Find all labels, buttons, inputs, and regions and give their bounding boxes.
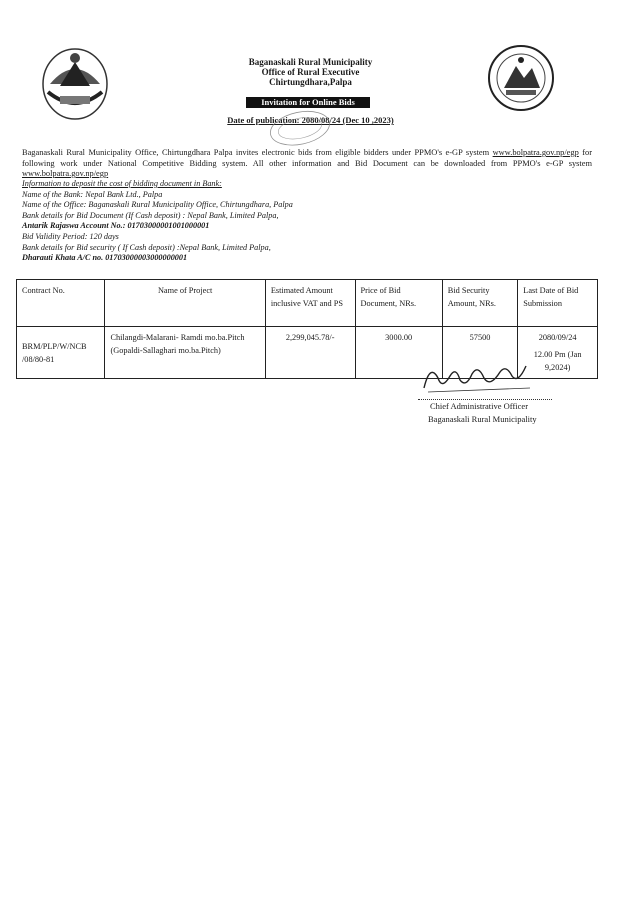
signature-icon: [420, 358, 540, 403]
org-name: Baganaskali Rural Municipality: [248, 57, 373, 67]
invitation-paragraph: [22, 148, 592, 180]
col-doc-price: Price of Bid Document, NRs.: [355, 280, 442, 327]
bid-validity: Bid Validity Period: 120 days: [22, 231, 119, 241]
notice-title: Invitation for Online Bids: [246, 97, 370, 108]
dharauti-account: Dharauti Khata A/C no. 01703000003000000001: [22, 253, 188, 263]
bank-info-block: [22, 179, 293, 264]
last-date-time: 12.00 Pm (Jan 9,2024): [533, 350, 582, 372]
bank-info-heading: Information to deposit the cost of bidding document in Bank:: [22, 179, 222, 188]
cell-contract-no: BRM/PLP/W/NCB /08/80-81: [17, 327, 105, 379]
col-security: Bid Security Amount, NRs.: [442, 280, 517, 327]
office-name: Office of Rural Executive: [261, 67, 360, 77]
bank-details-security: Bank details for Bid security ( If Cash deposit) :Nepal Bank, Limited Palpa,: [22, 242, 271, 252]
para-text-1: Baganaskali Rural Municipality Office, Chirtungdhara Palpa invites electronic bids from eligible bidders under PPMO's e-GP system: [22, 148, 493, 157]
cell-project: Chilangdi-Malarani- Ramdi mo.ba.Pitch (Gopaldi-Sallaghari mo.ba.Pitch): [105, 327, 265, 379]
signatory-org: Baganaskali Rural Municipality: [428, 414, 537, 424]
para-text-2: for following work under National Competitive Bidding system. All other information and Bid Document can be downloaded from PPMO's e-GP system: [22, 148, 592, 168]
egp-link-2[interactable]: www.bolpatra.gov.np/egp: [22, 169, 109, 178]
office-name-line: Name of the Office: Baganaskali Rural Municipality Office, Chirtungdhara, Palpa: [22, 200, 293, 210]
cell-doc-price: 3000.00: [355, 327, 442, 379]
last-date-value: 2080/09/24: [538, 333, 577, 342]
col-amount: Estimated Amount inclusive VAT and PS: [265, 280, 355, 327]
cell-security: 57500: [442, 327, 517, 379]
office-address: Chirtungdhara,Palpa: [269, 77, 352, 87]
signatory-title: Chief Administrative Officer: [430, 401, 529, 411]
signature-line: [418, 399, 552, 400]
bank-name: Name of the Bank: Nepal Bank Ltd., Palpa: [22, 189, 163, 199]
bank-details-doc: Bank details for Bid Document (If Cash deposit) : Nepal Bank, Limited Palpa,: [22, 210, 279, 220]
account-number: Antarik Rajaswa Account No.: 01703000001001000001: [22, 221, 210, 231]
col-contract-no: Contract No.: [17, 280, 105, 327]
egp-link-1[interactable]: www.bolpatra.gov.np/egp: [492, 148, 579, 157]
col-last-date: Last Date of Bid Submission: [518, 280, 598, 327]
table-header-row: [17, 280, 598, 327]
publication-date: Date of publication: 2080/08/24 (Dec 10 ,2023): [227, 115, 394, 125]
col-project: Name of Project: [105, 280, 265, 327]
cell-amount: 2,299,045.78/-: [265, 327, 355, 379]
